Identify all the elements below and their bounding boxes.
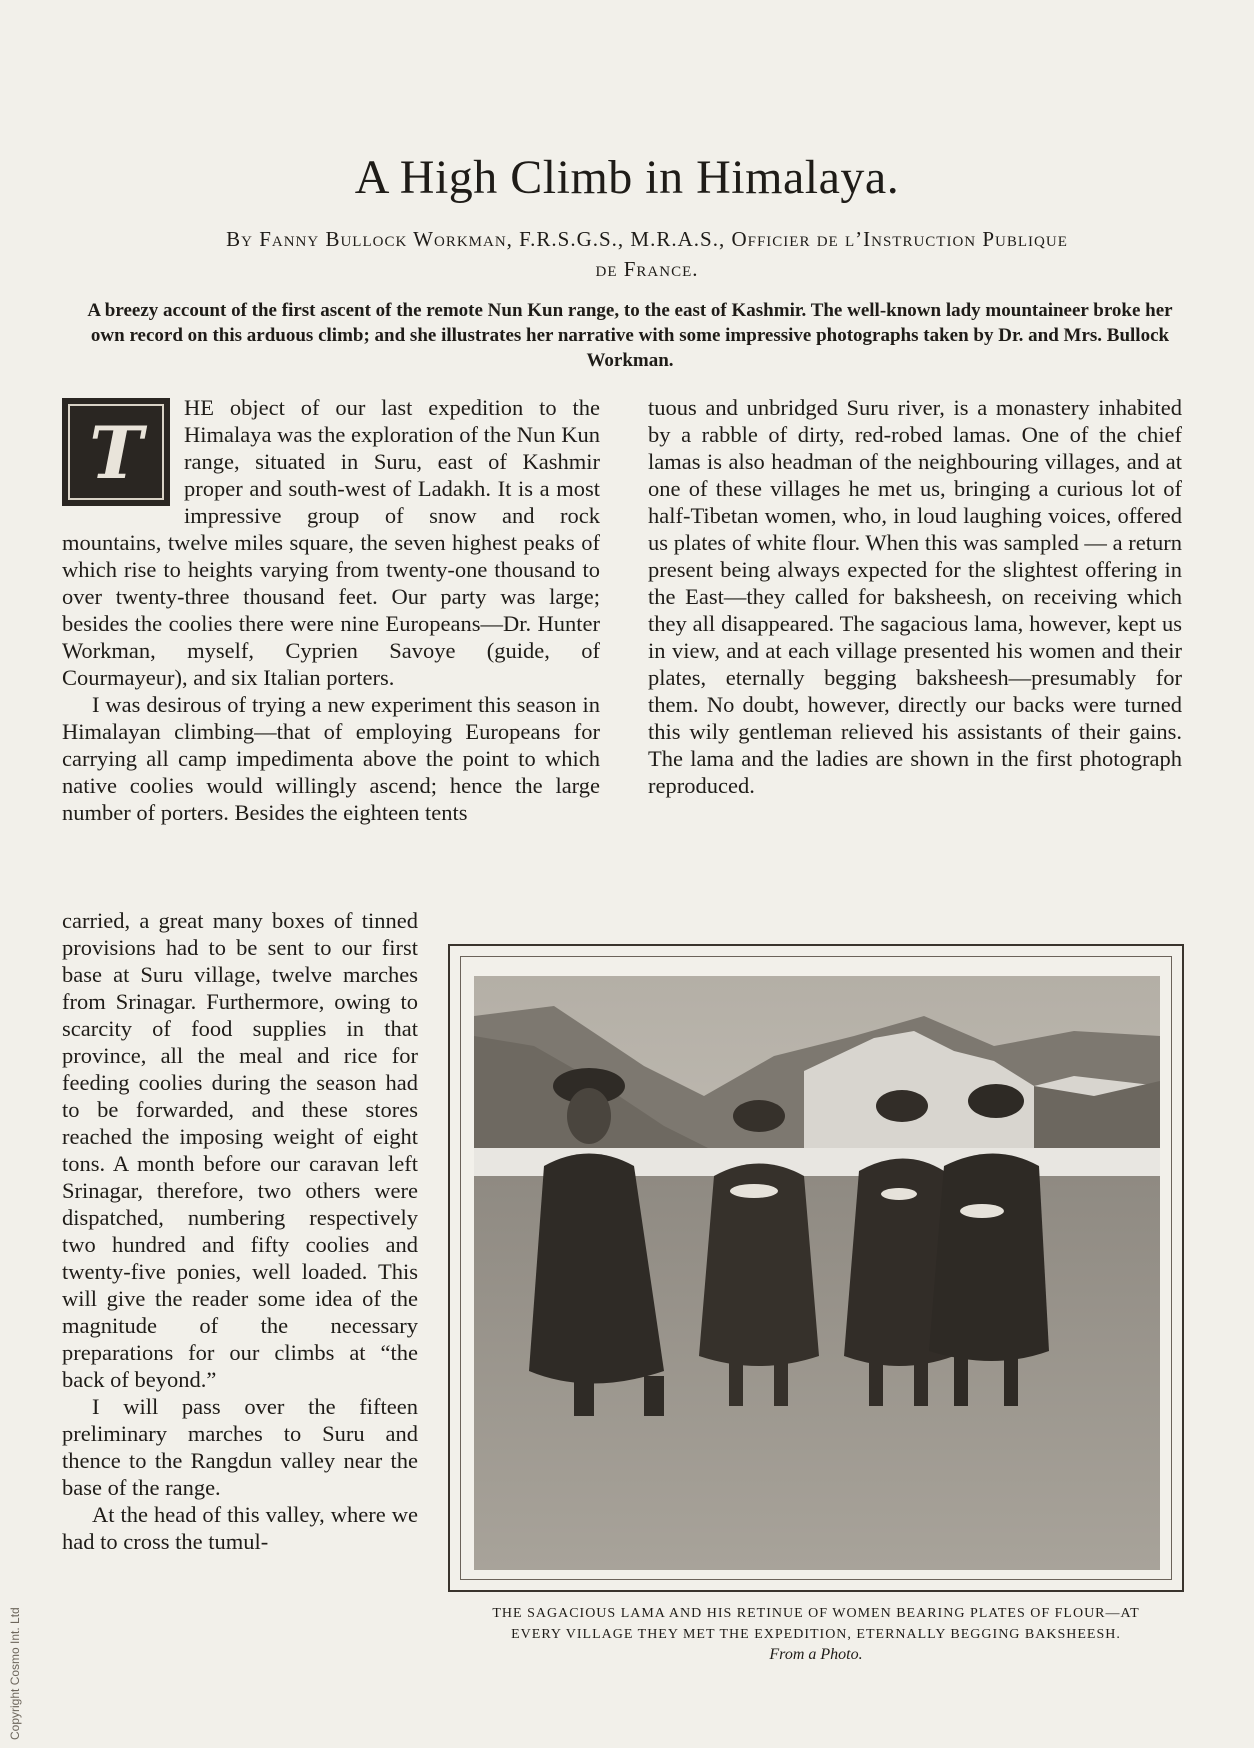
photograph-illustration <box>474 976 1160 1570</box>
right-column <box>648 394 1182 799</box>
photograph-lama-and-women <box>474 976 1160 1570</box>
standfirst: A breezy account of the first ascent of the remote Nun Kun range, to the east of Kashmir. The well-known lady mountaineer broke her own record on this arduous climb; and she illustrates her narrative with some impressive photographs taken by Dr. and Mrs. Bullock Workman. <box>87 300 1173 371</box>
copyright-text: Copyright Cosmo Int. Ltd <box>8 1607 22 1740</box>
dropcap-letter: T <box>68 404 164 500</box>
byline <box>110 224 1184 284</box>
paragraph-2-bottom: carried, a great many boxes of tinned provisions had to be sent to our first base at Suru village, twelve marches from Srinagar. Furthermore, owing to scarcity of food supplies in that province, all the meal and rice for feeding coolies during the season had to be forwarded, and these stores reached the imposing weight of eight tons. A month before our caravan left Srinagar, therefore, two others were dispatched, numbering respectively two hundred and fifty coolies and twenty-five ponies, well loaded. This will give the reader some idea of the magnitude of the necessary preparations for our climbs at “the back of beyond.” <box>62 908 418 1392</box>
byline-line-2: de France. <box>595 257 699 281</box>
photo-frame <box>448 944 1184 1592</box>
article-title: A High Climb in Himalaya. <box>354 151 900 204</box>
left-column-top <box>62 394 600 826</box>
copyright-notice <box>8 1560 28 1740</box>
paragraph-4: At the head of this valley, where we had to cross the tumul- <box>62 1502 418 1554</box>
paragraph-1: HE object of our last expedition to the Himalaya was the exploration of the Nun Kun range, situated in Suru, east of Kashmir proper and south-west of Ladakh. It is a most impressive group of snow and rock mountains, twelve miles square, the seven highest peaks of which rise to heights varying from twenty-one thousand to over twenty-three thousand feet. Our party was large; besides the coolies there were nine Europeans—Dr. Hunter Workman, myself, Cyprien Savoye (guide, of Courmayeur), and six Italian porters. <box>62 395 600 690</box>
caption-line-2: EVERY VILLAGE THEY MET THE EXPEDITION, ETERNALLY BEGGING BAKSHEESH. <box>511 1627 1121 1642</box>
photo-caption <box>448 1603 1184 1645</box>
photo-credit: From a Photo. <box>769 1646 863 1663</box>
paragraph-3: I will pass over the fifteen preliminary marches to Suru and thence to the Rangdun valley near the base of the range. <box>62 1394 418 1500</box>
caption-line-1: THE SAGACIOUS LAMA AND HIS RETINUE OF WOMEN BEARING PLATES OF FLOUR—AT <box>492 1606 1140 1621</box>
left-column-bottom <box>62 907 418 1555</box>
byline-line-1: By Fanny Bullock Workman, F.R.S.G.S., M.R.A.S., Officier de l’Instruction Publique <box>226 227 1068 251</box>
paragraph-2-top: I was desirous of trying a new experiment this season in Himalayan climbing—that of employing Europeans for carrying all camp impedimenta above the point to which native coolies would willingly ascend; hence the large number of porters. Besides the eighteen tents <box>62 692 600 825</box>
ornamental-dropcap <box>62 398 170 506</box>
right-paragraph: tuous and unbridged Suru river, is a monastery inhabited by a rabble of dirty, red-robed lamas. One of the chief lamas is also headman of the neighbouring villages, and at one of these villages he met us, bringing a curious lot of half-Tibetan women, who, in loud laughing voices, offered us plates of white flour. When this was sampled — a return present being always expected for the slightest offering in the East—they called for baksheesh, on receiving which they all disappeared. The sagacious lama, however, kept us in view, and at each village presented his women and their plates, eternally begging baksheesh—presumably for them. No doubt, however, directly our backs were turned this wily gentleman relieved his assistants of their gains. The lama and the ladies are shown in the first photograph reproduced. <box>648 395 1182 798</box>
